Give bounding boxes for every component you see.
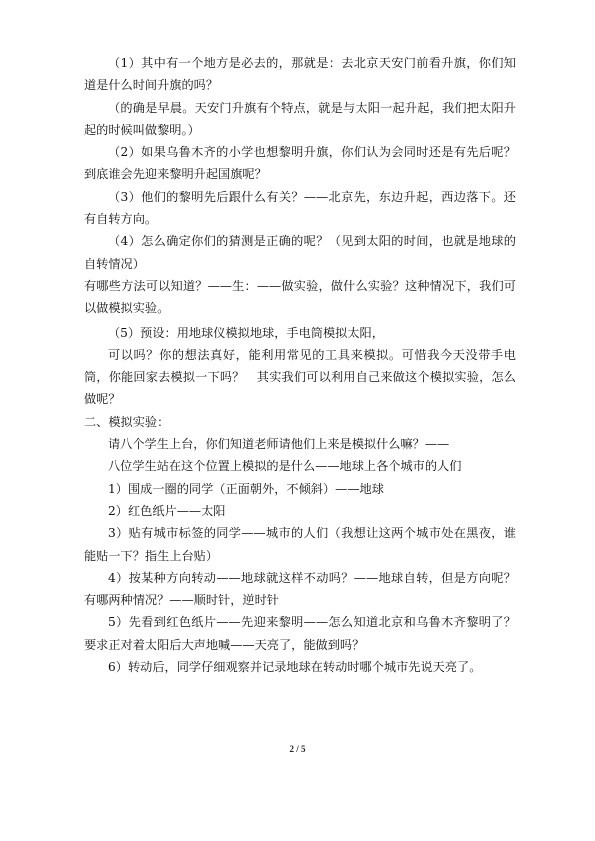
paragraph-5: （4）怎么确定你们的猜测是正确的呢？（见到太阳的时间，也就是地球的自转情况） bbox=[84, 234, 516, 271]
paragraph-9: 请八个学生上台，你们知道老师请他们上来是模拟什么嘛？—— bbox=[108, 437, 450, 452]
paragraph-3: （2）如果乌鲁木齐的小学也想黎明升旗，你们认为会同时还是有先后呢？到底谁会先迎来黎明升起国旗呢？ bbox=[84, 145, 516, 182]
list-item-5: 5）先看到红色纸片——先迎来黎明——怎么知道北京和乌鲁木齐黎明了？要求正对着太阳后大声地喊——天亮了，能做到吗？ bbox=[84, 615, 516, 652]
paragraph-7: （5）预设：用地球仪模拟地球，手电筒模拟太阳， bbox=[108, 325, 384, 340]
paragraph-8: 可以吗？你的想法真好，能利用常见的工具来模拟。可惜我今天没带手电筒，你能回家去模拟一下吗？ 其实我们可以利用自己来做这个模拟实验，怎么做呢？ bbox=[84, 347, 516, 407]
paragraph-10: 八位学生站在这个位置上模拟的是什么——地球上各个城市的人们 bbox=[108, 459, 462, 474]
paragraph-1: （1）其中有一个地方是必去的，那就是：去北京天安门前看升旗，你们知道是什么时间升旗的吗？ bbox=[84, 56, 516, 93]
document-body bbox=[84, 52, 516, 678]
paragraph-2: （的确是早晨。天安门升旗有个特点，就是与太阳一起升起，我们把太阳升起的时候叫做黎明。） bbox=[84, 100, 516, 137]
list-item-4: 4）按某种方向转动——地球就这样不动吗？——地球自转，但是方向呢？有哪两种情况？——顺时针，逆时针 bbox=[84, 570, 516, 608]
list-item-2: 2）红色纸片——太阳 bbox=[108, 503, 226, 518]
list-item-1: 1）围成一圈的同学（正面朝外，不倾斜）——地球 bbox=[108, 481, 384, 496]
section-heading-simulation: 二、模拟实验： bbox=[84, 414, 170, 429]
page-number: 2 / 5 bbox=[289, 744, 306, 754]
list-item-3: 3）贴有城市标签的同学——城市的人们（我想让这两个城市处在黑夜，谁能贴一下？指生上台贴） bbox=[84, 526, 516, 563]
list-item-6: 6）转动后，同学仔细观察并记录地球在转动时哪个城市先说天亮了。 bbox=[108, 660, 482, 675]
paragraph-4: （3）他们的黎明先后跟什么有关？——北京先，东边升起，西边落下。还有自转方向。 bbox=[84, 189, 516, 227]
paragraph-6: 有哪些方法可以知道？——生：——做实验，做什么实验？这种情况下，我们可以做模拟实验。 bbox=[84, 278, 516, 316]
